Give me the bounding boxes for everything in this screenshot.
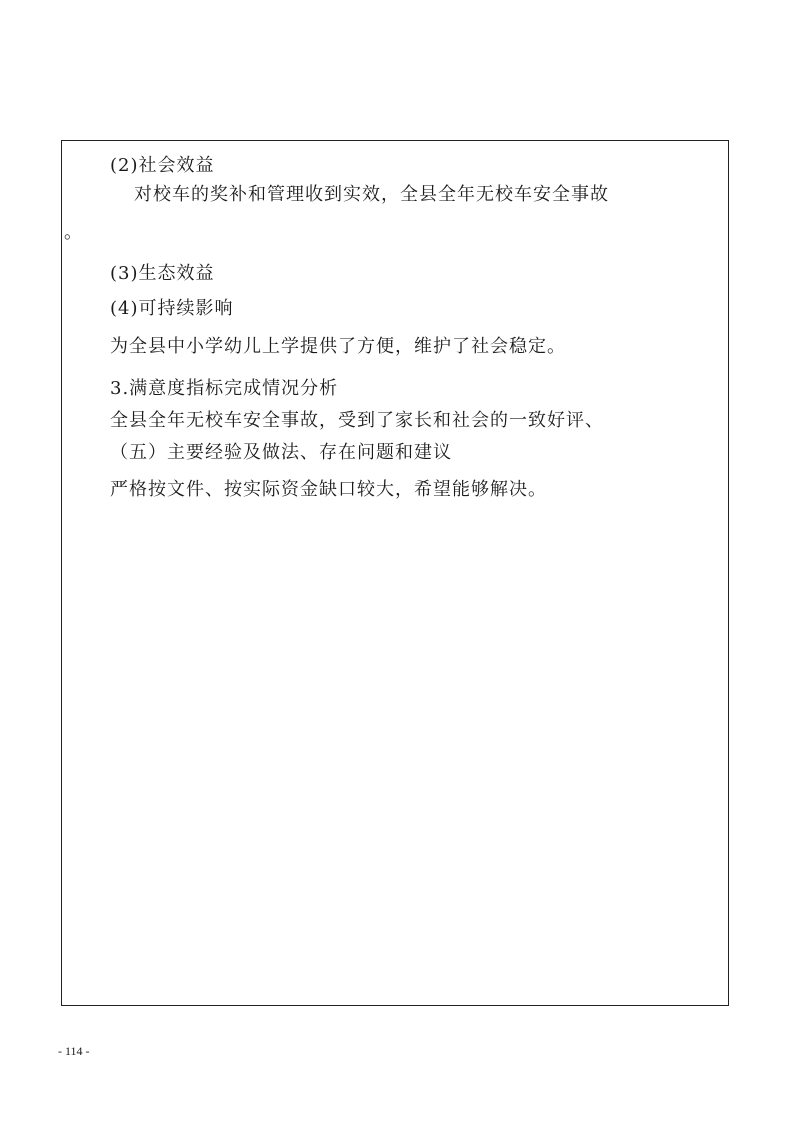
sustainable-impact-heading: (4)可持续影响 [110, 298, 234, 319]
satisfaction-text: 全县全年无校车安全事故，受到了家长和社会的一致好评、 [110, 410, 604, 431]
satisfaction-heading: 3.满意度指标完成情况分析 [110, 378, 339, 399]
experience-text: 严格按文件、按实际资金缺口较大，希望能够解决。 [110, 479, 547, 500]
social-benefit-text: 对校车的奖补和管理收到实效，全县全年无校车安全事故 [134, 184, 609, 205]
social-benefit-tail: 。 [64, 222, 83, 243]
ecological-benefit-heading: (3)生态效益 [110, 263, 215, 284]
experience-heading: （五）主要经验及做法、存在问题和建议 [110, 442, 452, 463]
social-benefit-heading: (2)社会效益 [110, 155, 215, 176]
page-number: - 114 - [58, 1044, 90, 1058]
sustainable-impact-text: 为全县中小学幼儿上学提供了方便，维护了社会稳定。 [110, 336, 566, 357]
